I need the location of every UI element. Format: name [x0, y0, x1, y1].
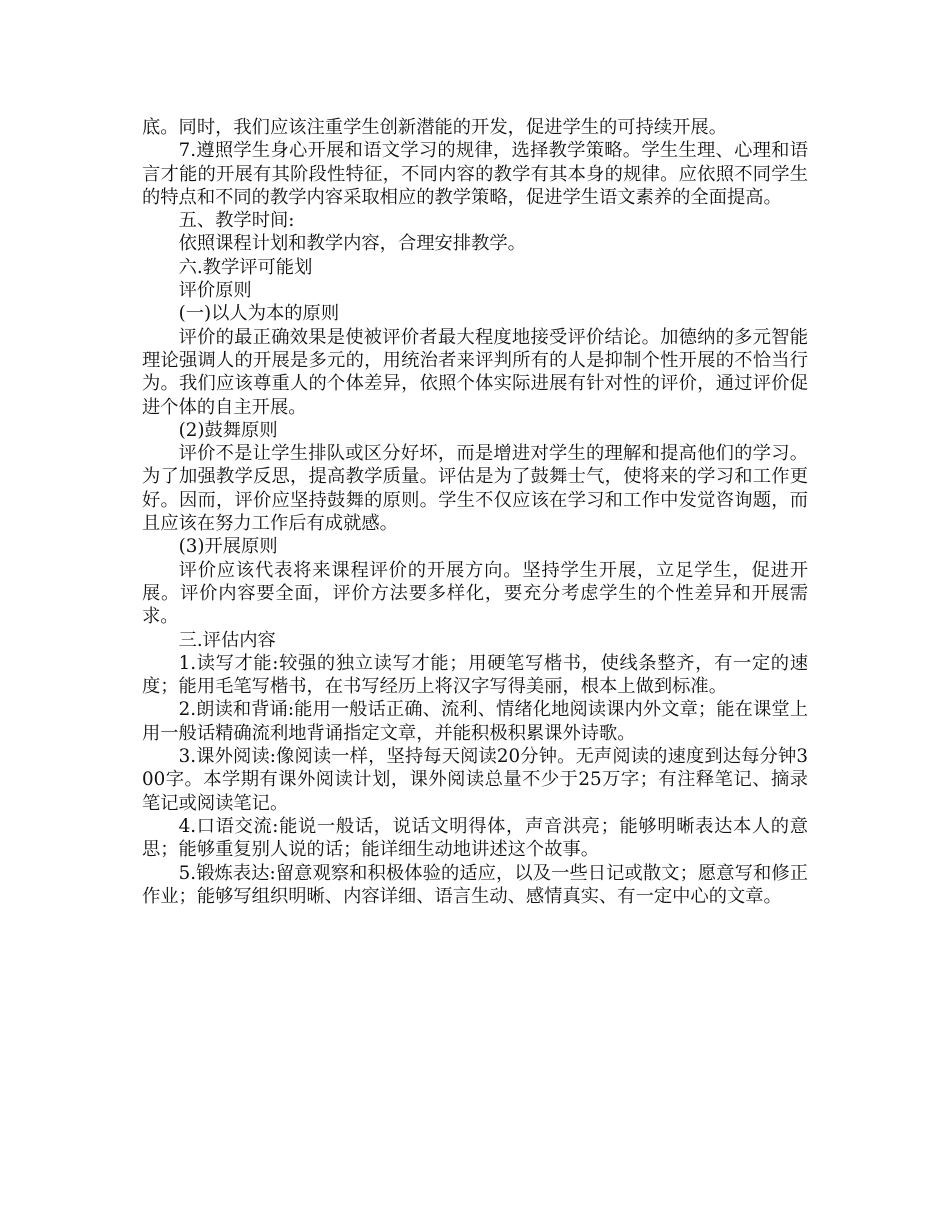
paragraph-8: 评价的最正确效果是使被评价者最大程度地接受评价结论。加德纳的多元智能理论强调人的开展是多元的，用统治者来评判所有的人是抑制个性开展的不恰当行为。我们应该尊重人的个体差异，依照个体实际进展有针对性的评价，通过评价促进个体的自主开展。 — [142, 326, 808, 418]
subheading-encouragement: (2)鼓舞原则 — [178, 419, 278, 441]
section-heading-evaluation-plan: 六.教学评可能划 — [178, 256, 313, 278]
list-item-oral-communication: 4.口语交流:能说一般话，说话文明得体，声音洪亮；能够明晰表达本人的意思；能够重复别人说的话；能详细生动地讲述这个故事。 — [142, 815, 808, 861]
list-item-reading-writing: 1.读写才能:较强的独立读写才能；用硬笔写楷书，使线条整齐，有一定的速度；能用毛笔写楷书，在书写经历上将汉字写得美丽，根本上做到标准。 — [142, 652, 808, 698]
paragraph-4: 依照课程计划和教学内容，合理安排教学。 — [178, 233, 526, 255]
paragraph-10: 评价不是让学生排队或区分好坏，而是增进对学生的理解和提高他们的学习。为了加强教学反思，提高教学质量。评估是为了鼓舞士气，使将来的学习和工作更好。因而，评价应坚持鼓舞的原则。学生不仅应该在学习和工作中发觉咨询题，而且应该在努力工作后有成就感。 — [142, 443, 808, 535]
subheading-evaluation-principles: 评价原则 — [178, 280, 252, 302]
paragraph-12: 评价应该代表将来课程评价的开展方向。坚持学生开展，立足学生，促进开展。评价内容要全面，评价方法要多样化，要充分考虑学生的个性差异和开展需求。 — [142, 559, 808, 628]
list-item-recitation: 2.朗读和背诵:能用一般话正确、流利、情绪化地阅读课内外文章；能在课堂上用一般话精确流利地背诵指定文章，并能积极积累课外诗歌。 — [142, 699, 808, 744]
document-page — [142, 116, 808, 908]
subheading-development: (3)开展原则 — [178, 536, 278, 558]
subheading-people-oriented: (一)以人为本的原则 — [178, 303, 340, 325]
paragraph-1: 底。同时，我们应该注重学生创新潜能的开发，促进学生的可持续开展。 — [142, 117, 727, 138]
list-item-expression: 5.锻炼表达:留意观察和积极体验的适应，以及一些日记或散文；愿意写和修正作业；能够写组织明晰、内容详细、语言生动、感情真实、有一定中心的文章。 — [142, 862, 808, 907]
paragraph-2: 7.遵照学生身心开展和语文学习的规律，选择教学策略。学生生理、心理和语言才能的开展有其阶段性特征，不同内容的教学有其本身的规律。应依照不同学生的特点和不同的教学内容采取相应的教学策略，促进学生语文素养的全面提高。 — [142, 140, 808, 208]
list-item-extracurricular-reading: 3.课外阅读:像阅读一样，坚持每天阅读20分钟。无声阅读的速度到达每分钟300字。本学期有课外阅读计划，课外阅读总量不少于25万字；有注释笔记、摘录笔记或阅读笔记。 — [142, 746, 808, 814]
section-heading-assessment-content: 三.评估内容 — [178, 629, 276, 651]
section-heading-teaching-time: 五、教学时间: — [178, 210, 295, 232]
